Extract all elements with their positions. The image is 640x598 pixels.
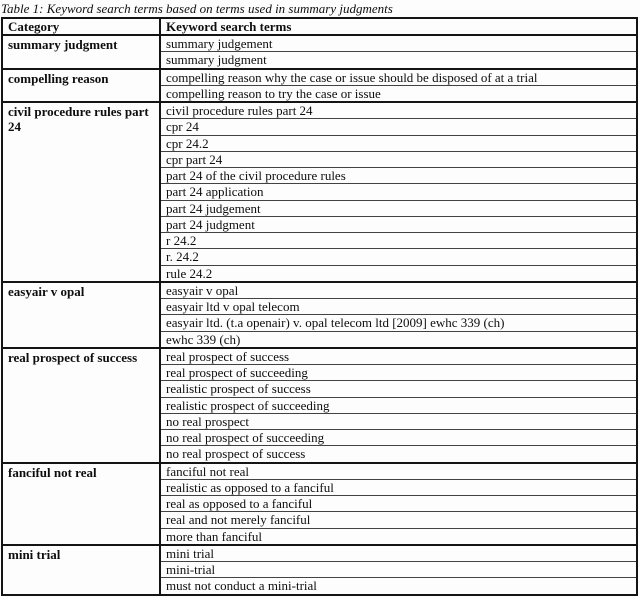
header-category: Category (2, 18, 160, 35)
keyword-cell: part 24 judgement (160, 200, 637, 216)
category-cell: mini trial (2, 545, 160, 595)
keyword-cell: real as opposed to a fanciful (160, 496, 637, 512)
keyword-cell: must not conduct a mini-trial (160, 578, 637, 595)
keyword-cell: no real prospect (160, 413, 637, 429)
keyword-cell: no real prospect of succeeding (160, 430, 637, 446)
keyword-cell: mini-trial (160, 562, 637, 578)
keyword-cell: easyair ltd. (t.a openair) v. opal telecom ltd [2009] ewhc 339 (ch) (160, 315, 637, 331)
header-row (2, 18, 637, 35)
table-row (2, 35, 637, 52)
keyword-cell: realistic as opposed to a fanciful (160, 479, 637, 495)
category-cell: compelling reason (2, 69, 160, 103)
keyword-cell: easyair ltd v opal telecom (160, 299, 637, 315)
table-row (2, 282, 637, 299)
category-cell: fanciful not real (2, 463, 160, 545)
keyword-cell: realistic prospect of success (160, 381, 637, 397)
keyword-cell: no real prospect of success (160, 446, 637, 463)
keyword-cell: real and not merely fanciful (160, 512, 637, 528)
keyword-cell: r 24.2 (160, 233, 637, 249)
table-row (2, 348, 637, 365)
keyword-cell: ewhc 339 (ch) (160, 331, 637, 348)
keyword-cell: r. 24.2 (160, 249, 637, 265)
category-cell: summary judgment (2, 35, 160, 69)
header-keyword-search-terms: Keyword search terms (160, 18, 637, 35)
category-cell: real prospect of success (2, 348, 160, 463)
category-cell: easyair v opal (2, 282, 160, 348)
table-row (2, 102, 637, 119)
keyword-cell: cpr 24 (160, 119, 637, 135)
keyword-cell: cpr 24.2 (160, 135, 637, 151)
keyword-cell: more than fanciful (160, 528, 637, 545)
keyword-cell: summary judgement (160, 35, 637, 52)
table-row (2, 69, 637, 86)
table-caption: Table 1: Keyword search terms based on terms used in summary judgments (1, 1, 393, 16)
keyword-cell: mini trial (160, 545, 637, 562)
keyword-cell: part 24 of the civil procedure rules (160, 168, 637, 184)
keyword-cell: real prospect of succeeding (160, 365, 637, 381)
keyword-cell: part 24 application (160, 184, 637, 200)
keyword-search-terms-table (1, 17, 638, 596)
keyword-cell: compelling reason to try the case or issue (160, 85, 637, 102)
table-row (2, 545, 637, 562)
keyword-cell: summary judgment (160, 52, 637, 69)
keyword-cell: cpr part 24 (160, 151, 637, 167)
keyword-cell: rule 24.2 (160, 265, 637, 282)
table-row (2, 463, 637, 480)
category-cell: civil procedure rules part 24 (2, 102, 160, 282)
keyword-cell: realistic prospect of succeeding (160, 397, 637, 413)
keyword-cell: easyair v opal (160, 282, 637, 299)
keyword-cell: real prospect of success (160, 348, 637, 365)
keyword-cell: part 24 judgment (160, 216, 637, 232)
keyword-cell: fanciful not real (160, 463, 637, 480)
keyword-cell: civil procedure rules part 24 (160, 102, 637, 119)
keyword-cell: compelling reason why the case or issue should be disposed of at a trial (160, 69, 637, 86)
